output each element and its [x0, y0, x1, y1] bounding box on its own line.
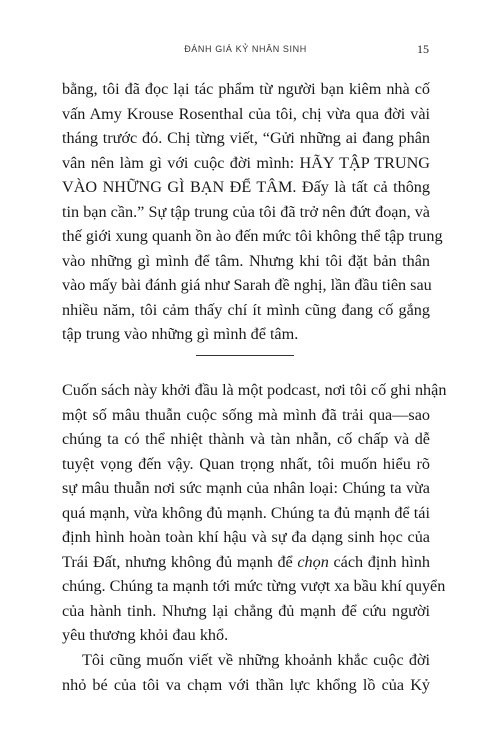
text-line: vấn Amy Krouse Rosenthal của tôi, chị vừa qua đời vài — [62, 104, 430, 123]
running-title: ĐÁNH GIÁ KỶ NHÂN SINH — [184, 44, 307, 54]
section-divider — [196, 355, 294, 356]
page-number: 15 — [417, 42, 429, 56]
text-line: sự mâu thuẫn nơi sức mạnh của nhân loại: Chúng ta vừa — [62, 479, 430, 497]
text-line: yêu thương khỏi đau khổ. — [62, 626, 229, 644]
text-fragment: cách định hình — [328, 552, 430, 571]
running-header — [0, 44, 491, 58]
text-line: của hành tinh. Nhưng lại chẳng đủ mạnh để cứu người — [62, 601, 430, 620]
text-line: nhiều năm, tôi cảm thấy chí ít mình cũng đang cố gắng — [62, 300, 430, 319]
paragraph-moments — [62, 648, 430, 697]
text-fragment: Trái Đất, nhưng không đủ mạnh để — [62, 552, 298, 571]
text-line: thế giới xung quanh ồn ào đến mức tôi không thể tập trung — [62, 227, 443, 245]
text-line: tin bạn cần.” Sự tập trung của tôi đã trở nên đứt đoạn, và — [62, 202, 430, 221]
emphasized-word: chọn — [297, 552, 329, 571]
text-line: vào những gì mình để tâm. Nhưng khi tôi đặt bản thân — [62, 251, 430, 270]
text-line: tập trung vào những gì mình để tâm. — [62, 325, 299, 343]
text-line: tháng trước đó. Chị từng viết, “Gửi những ai đang phân — [62, 129, 430, 147]
text-line: quá mạnh, vừa không đủ mạnh. Chúng ta đủ mạnh để tái — [62, 503, 430, 522]
text-line: định hình hoàn toàn khí hậu và sự đa dạng sinh học của — [62, 528, 430, 546]
text-line: tuyệt vọng đến vậy. Quan trọng nhất, tôi muốn hiểu rõ — [62, 454, 430, 473]
paragraph-podcast — [62, 378, 447, 648]
text-line: một số mâu thuẫn cuộc sống mà mình đã trải qua—sao — [62, 405, 430, 424]
text-line: chúng. Chúng ta mạnh tới mức từng vượt xa bầu khí quyển — [62, 577, 446, 595]
paragraph-continued — [62, 77, 443, 347]
text-line: vân nên làm gì với cuộc đời mình: HÃY TẬP TRUNG — [62, 153, 430, 172]
text-line: Cuốn sách này khởi đầu là một podcast, nơi tôi cố ghi nhận — [62, 381, 447, 399]
text-line: VÀO NHỮNG GÌ BẠN ĐỂ TÂM. Đấy là tất cả thông — [62, 178, 430, 196]
text-line: Tôi cũng muốn viết về những khoảnh khắc cuộc đời — [82, 651, 430, 669]
text-line-with-emphasis — [62, 550, 430, 575]
text-line: nhỏ bé của tôi va chạm với thần lực khổng lồ của Kỷ — [62, 675, 430, 694]
text-line: chúng ta có thể nhiệt thành và tàn nhẫn, cố chấp và dễ — [62, 430, 430, 448]
text-line: vào mấy bài đánh giá như Sarah đề nghị, lần đầu tiên sau — [62, 276, 432, 294]
text-line: bằng, tôi đã đọc lại tác phẩm từ người bạn kiêm nhà cố — [62, 80, 430, 98]
